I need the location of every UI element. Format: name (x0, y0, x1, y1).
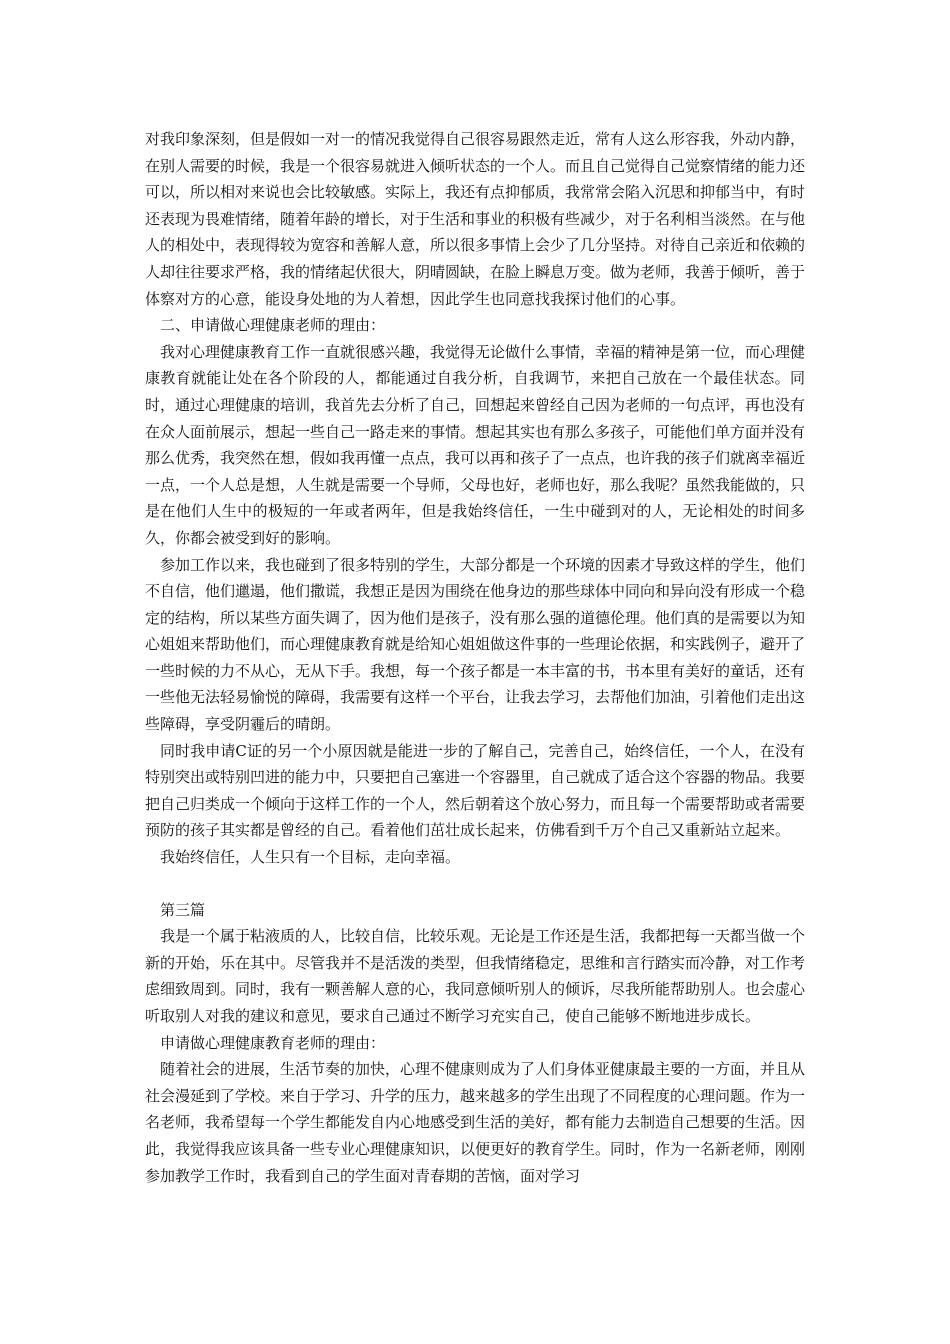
paragraph-happiness: 我始终信任，人生只有一个目标，走向幸福。 (160, 848, 461, 867)
paragraph-special-students: 参加工作以来，我也碰到了很多特别的学生，大部分都是一个环境的因素才导致这样的学生，他们不自信，他们邋遢，他们撒谎，我想正是因为围绕在他身边的那些球体中同向和异向没有形成一个稳定的结构，所以某些方面失调了，因为他们是孩子，没有那么强的道德伦理。他们真的是需要以为知心姐姐来帮助他们，而心理健康教育就是给知心姐姐做这件事的一些理论依据，和实践例子，避开了一些时候的力不从心，无从下手。我想，每一个孩子都是一本丰富的书，书本里有美好的童话，还有一些他无法轻易愉悦的障碍，我需要有这样一个平台，让我去学习，去帮他们加油，引着他们走出这些障碍，享受阴霾后的晴朗。 (145, 555, 806, 734)
document-page (145, 126, 805, 1189)
paragraph-phlegmatic: 我是一个属于粘液质的人，比较自信，比较乐观。无论是工作还是生活，我都把每一天都当做一个新的开始，乐在其中。尽管我并不是活泼的类型，但我情绪稳定，思维和言行踏实而冷静，对工作考虑细致周到。同时，我有一颗善解人意的心，我同意倾听别人的倾诉，尽我所能帮助别人。也会虚心听取别人对我的建议和意见，要求自己通过不断学习充实自己，使自己能够不断地进步成长。 (145, 927, 806, 1025)
section-heading-reasons: 二、申请做心理健康老师的理由： (160, 316, 386, 335)
paragraph-self-description: 对我印象深刻，但是假如一对一的情况我觉得自己很容易跟然走近，常有人这么形容我，外动内静，在别人需要的时候，我是一个很容易就进入倾听状态的一个人。而且自己觉得自己觉察情绪的能力还可以，所以相对来说也会比较敏感。实际上，我还有点抑郁质，我常常会陷入沉思和抑郁当中，有时还表现为畏难情绪，随着年龄的增长，对于生活和事业的积极有些减少，对于名利相当淡然。在与他人的相处中，表现得较为宽容和善解人意，所以很多事情上会少了几分坚持。对待自己亲近和依赖的人却往往要求严格，我的情绪起伏很大，阴晴圆缺，在脸上瞬息万变。做为老师，我善于倾听，善于体察对方的心意，能设身处地的为人着想，因此学生也同意找我探讨他们的心事。 (145, 130, 806, 308)
paragraph-society: 随着社会的进展，生活节奏的加快，心理不健康则成为了人们身体亚健康最主要的一方面，并且从社会漫延到了学校。来自于学习、升学的压力，越来越多的学生出现了不同程度的心理问题。作为一名老师，我希望每一个学生都能发自内心地感受到生活的美好，都有能力去制造自己想要的生活。因此，我觉得我应该具备一些专业心理健康知识，以便更好的教育学生。同时，作为一名新老师，刚刚参加教学工作时，我看到自己的学生面对青春期的苦恼，面对学习 (145, 1060, 806, 1185)
paragraph-c-certificate: 同时我申请C证的另一个小原因就是能进一步的了解自己，完善自己，始终信任，一个人，在没有特别突出或特别凹进的能力中，只要把自己塞进一个容器里，自己就成了适合这个容器的物品。我要把自己归类成一个倾向于这样工作的一个人，然后朝着这个放心努力，而且每一个需要帮助或者需要预防的孩子其实都是曾经的自己。看着他们茁壮成长起来，仿佛看到千万个自己又重新站立起来。 (145, 741, 806, 840)
paragraph-interest: 我对心理健康教育工作一直就很感兴趣，我觉得无论做什么事情，幸福的精神是第一位，而心理健康教育就能让处在各个阶段的人，都能通过自我分析，自我调节，来把自己放在一个最佳状态。同时，通过心理健康的培训，我首先去分析了自己，回想起来曾经自己因为老师的一句点评，再也没有在众人面前展示，想起一些自己一路走来的事情。想起其实也有那么多孩子，可能他们单方面并没有那么优秀，我突然在想，假如我再懂一点点，我可以再和孩子了一点点，也许我的孩子们就离幸福近一点，一个人总是想，人生就是需要一个导师，父母也好，老师也好，那么我呢？虽然我能做的，只是在他们人生中的极短的一年或者两年，但是我始终信任，一生中碰到对的人，无论相处的时间多久，你都会被受到好的影响。 (145, 342, 806, 547)
section-heading-reasons-2: 申请做心理健康教育老师的理由： (160, 1033, 386, 1052)
section-gap (145, 871, 805, 897)
section-heading-third: 第三篇 (160, 900, 206, 919)
